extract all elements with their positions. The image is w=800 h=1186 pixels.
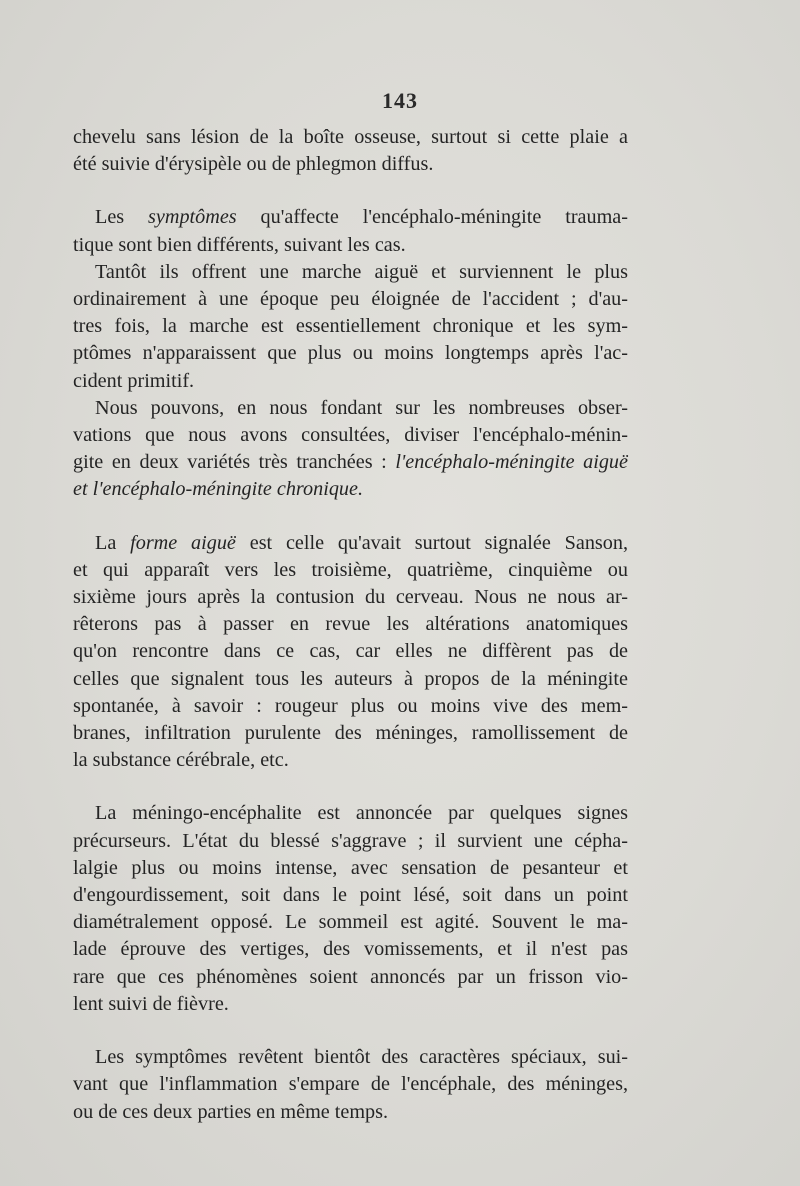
text-line: lalgie plus ou moins intense, avec sensation de pesanteur et <box>73 856 628 879</box>
body-text <box>73 124 628 1126</box>
paragraph-gap <box>73 504 628 530</box>
text-line: cident primitif. <box>73 369 195 392</box>
text-line: La méningo-encéphalite est annoncée par quelques signes <box>95 802 628 825</box>
text-line: vant que l'inflammation s'empare de l'encéphale, des méninges, <box>73 1073 628 1096</box>
text-line: ordinairement à une époque peu éloignée de l'accident ; d'au- <box>73 288 628 311</box>
text-line: lent suivi de fièvre. <box>73 992 229 1015</box>
text-line: chevelu sans lésion de la boîte osseuse, surtout si cette plaie a <box>73 126 628 148</box>
paragraph <box>73 395 628 504</box>
text-line: sixième jours après la contusion du cerveau. Nous ne nous ar- <box>73 586 628 609</box>
text-line: Les symptômes qu'affecte l'encéphalo-méningite trauma- <box>95 206 628 229</box>
paragraph <box>73 124 628 178</box>
text-line: celles que signalent tous les auteurs à propos de la méningite <box>73 667 628 690</box>
text-line: diamétralement opposé. Le sommeil est agité. Souvent le ma- <box>73 911 628 934</box>
text-line: spontanée, à savoir : rougeur plus ou moins vive des mem- <box>73 694 628 717</box>
page-number: 143 <box>382 88 418 113</box>
italic-term: et l'encéphalo-méningite chronique. <box>73 478 364 501</box>
paragraph <box>73 204 628 258</box>
text-line: qu'on rencontre dans ce cas, car elles ne diffèrent pas de <box>73 640 628 663</box>
text-line: rare que ces phénomènes soient annoncés par un frisson vio- <box>73 965 628 988</box>
text-line: Tantôt ils offrent une marche aiguë et surviennent le plus <box>95 260 628 283</box>
paragraph <box>73 1044 628 1126</box>
text-line: branes, infiltration purulente des méninges, ramollissement de <box>73 722 628 745</box>
text-line: rêterons pas à passer en revue les altérations anatomiques <box>73 613 628 636</box>
text-line: précurseurs. L'état du blessé s'aggrave ; il survient une cépha- <box>73 829 628 852</box>
text-line: ou de ces deux parties en même temps. <box>73 1100 389 1123</box>
text-line: lade éprouve des vertiges, des vomissements, et il n'est pas <box>73 938 628 961</box>
text-line: d'engourdissement, soit dans le point lésé, soit dans un point <box>73 884 628 907</box>
text-line: et qui apparaît vers les troisième, quatrième, cinquième ou <box>73 558 628 581</box>
text-line: tique sont bien différents, suivant les cas. <box>73 233 406 256</box>
text-line: été suivie d'érysipèle ou de phlegmon diffus. <box>73 153 434 176</box>
text-line: la substance cérébrale, etc. <box>73 749 289 772</box>
text-line: vations que nous avons consultées, diviser l'encéphalo-ménin- <box>73 424 628 447</box>
paragraph-gap <box>73 1018 628 1044</box>
text-line: Nous pouvons, en nous fondant sur les nombreuses obser- <box>95 396 628 419</box>
text-line: La forme aiguë est celle qu'avait surtout signalée Sanson, <box>95 531 629 554</box>
paragraph-gap <box>73 774 628 800</box>
text-line: ptômes n'apparaissent que plus ou moins longtemps après l'ac- <box>73 342 628 365</box>
italic-term: symptômes <box>148 206 237 229</box>
text-line: gite en deux variétés très tranchées : l'encéphalo-méningite aiguë <box>73 451 628 474</box>
paragraph <box>73 800 628 1018</box>
paragraph <box>73 530 628 775</box>
paragraph <box>73 259 628 395</box>
paragraph-gap <box>73 178 628 204</box>
italic-term: l'encéphalo-méningite aiguë <box>395 451 628 474</box>
text-line: Les symptômes revêtent bientôt des caractères spéciaux, sui- <box>95 1046 628 1069</box>
text-line <box>73 476 628 503</box>
text-line: tres fois, la marche est essentiellement chronique et les sym- <box>73 315 628 338</box>
italic-term: forme aiguë <box>130 531 236 554</box>
